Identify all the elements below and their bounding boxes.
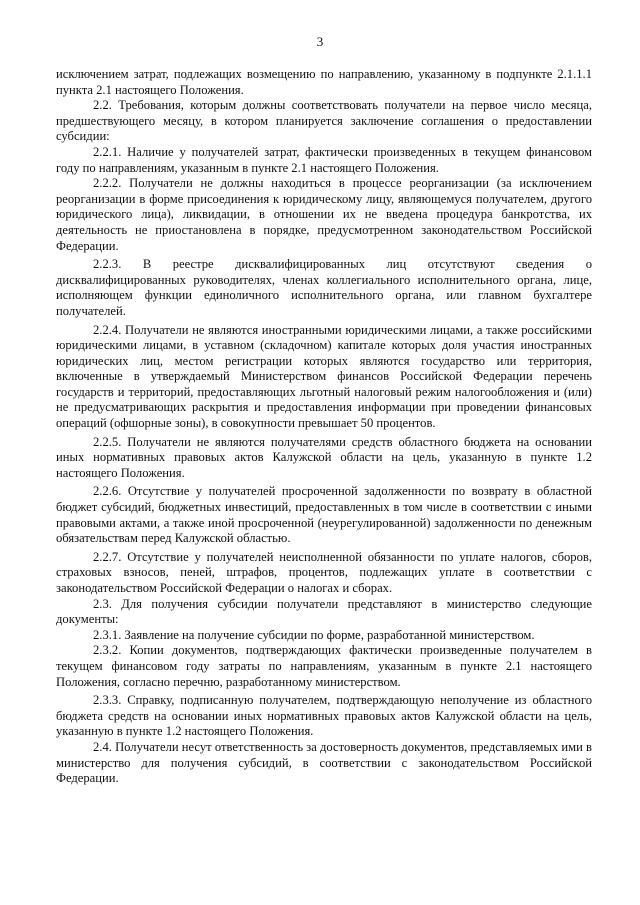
paragraph-2-2-7: 2.2.7. Отсутствие у получателей неисполненной обязанности по уплате налогов, сборов, страховых взносов, пеней, штрафов, процентов, подлежащих уплате в соответствии с законодательством Российской Федерации о налогах и сборах. — [56, 549, 592, 595]
paragraph-2-3: 2.3. Для получения субсидии получатели представляют в министерство следующие документы: — [56, 596, 592, 627]
paragraph-2-2-6: 2.2.6. Отсутствие у получателей просроченной задолженности по возврату в областной бюджет субсидий, бюджетных инвестиций, предоставленных в том числе в соответствии с иными правовыми актами, а также иной просроченной (неурегулированной) задолженности по денежным обязательствам перед Калужской областью. — [56, 484, 592, 546]
paragraph-2-2-2: 2.2.2. Получатели не должны находиться в процессе реорганизации (за исключением реорганизации в форме присоединения к юридическому лицу, являющемуся получателем, другого юридического лица), ликвидации, в отношении их не введена процедура банкротства, их деятельность не приостановлена в порядке, предусмотренном законодательством Российской Федерации. — [56, 176, 592, 253]
page-number: 3 — [316, 34, 324, 49]
paragraph-2-2-3: 2.2.3. В реестре дисквалифицированных лиц отсутствуют сведения о дисквалифицированных руководителях, членах коллегиального исполнительного органа, лице, исполняющем функции единоличного исполнительного органа, или главном бухгалтере получателей. — [56, 257, 592, 318]
paragraph-2-2-4: 2.2.4. Получатели не являются иностранными юридическими лицами, а также российскими юридическими лицами, в уставном (складочном) капитале которых доля участия иностранных юридических лиц, местом регистрации которых являются государство или территория, включенные в утверждаемый Министерством финансов Российской Федерации перечень государств и территорий, предоставляющих льготный налоговый режим налогообложения и (или) не предусматривающих раскрытия и предоставления информации при проведении финансовых операций (офшорные зоны), в совокупности превышает 50 процентов. — [56, 322, 592, 431]
document-body — [56, 67, 592, 787]
paragraph-2-4: 2.4. Получатели несут ответственность за достоверность документов, представляемых ими в министерство для получения субсидий, в соответствии с законодательством Российской Федерации. — [56, 739, 592, 786]
paragraph-continuation: исключением затрат, подлежащих возмещению по направлению, указанному в подпункте 2.1.1.1 пункта 2.1 настоящего Положения. — [56, 67, 592, 97]
paragraph-2-3-2: 2.3.2. Копии документов, подтверждающих фактически произведенные получателем в текущем финансовом году затраты по направлениям, указанным в пункте 2.1 настоящего Положения, согласно перечню, разработанному министерством. — [56, 643, 592, 689]
paragraph-2-2-5: 2.2.5. Получатели не являются получателями средств областного бюджета на основании иных нормативных правовых актов Калужской области на цель, указанную в пункте 1.2 настоящего Положения. — [56, 434, 592, 480]
paragraph-2-2-1: 2.2.1. Наличие у получателей затрат, фактически произведенных в текущем финансовом году по направлениям, указанным в пункте 2.1 настоящего Положения. — [56, 144, 592, 175]
paragraph-2-3-1: 2.3.1. Заявление на получение субсидии по форме, разработанной министерством. — [93, 627, 535, 642]
paragraph-2-2: 2.2. Требования, которым должны соответствовать получатели на первое число месяца, предшествующего месяцу, в котором планируется заключение соглашения о предоставлении субсидии: — [56, 98, 592, 144]
paragraph-2-3-3: 2.3.3. Справку, подписанную получателем, подтверждающую неполучение из областного бюджета средств на основании иных нормативных правовых актов Калужской области на цель, указанную в пункте 1.2 настоящего Положения. — [56, 693, 592, 739]
